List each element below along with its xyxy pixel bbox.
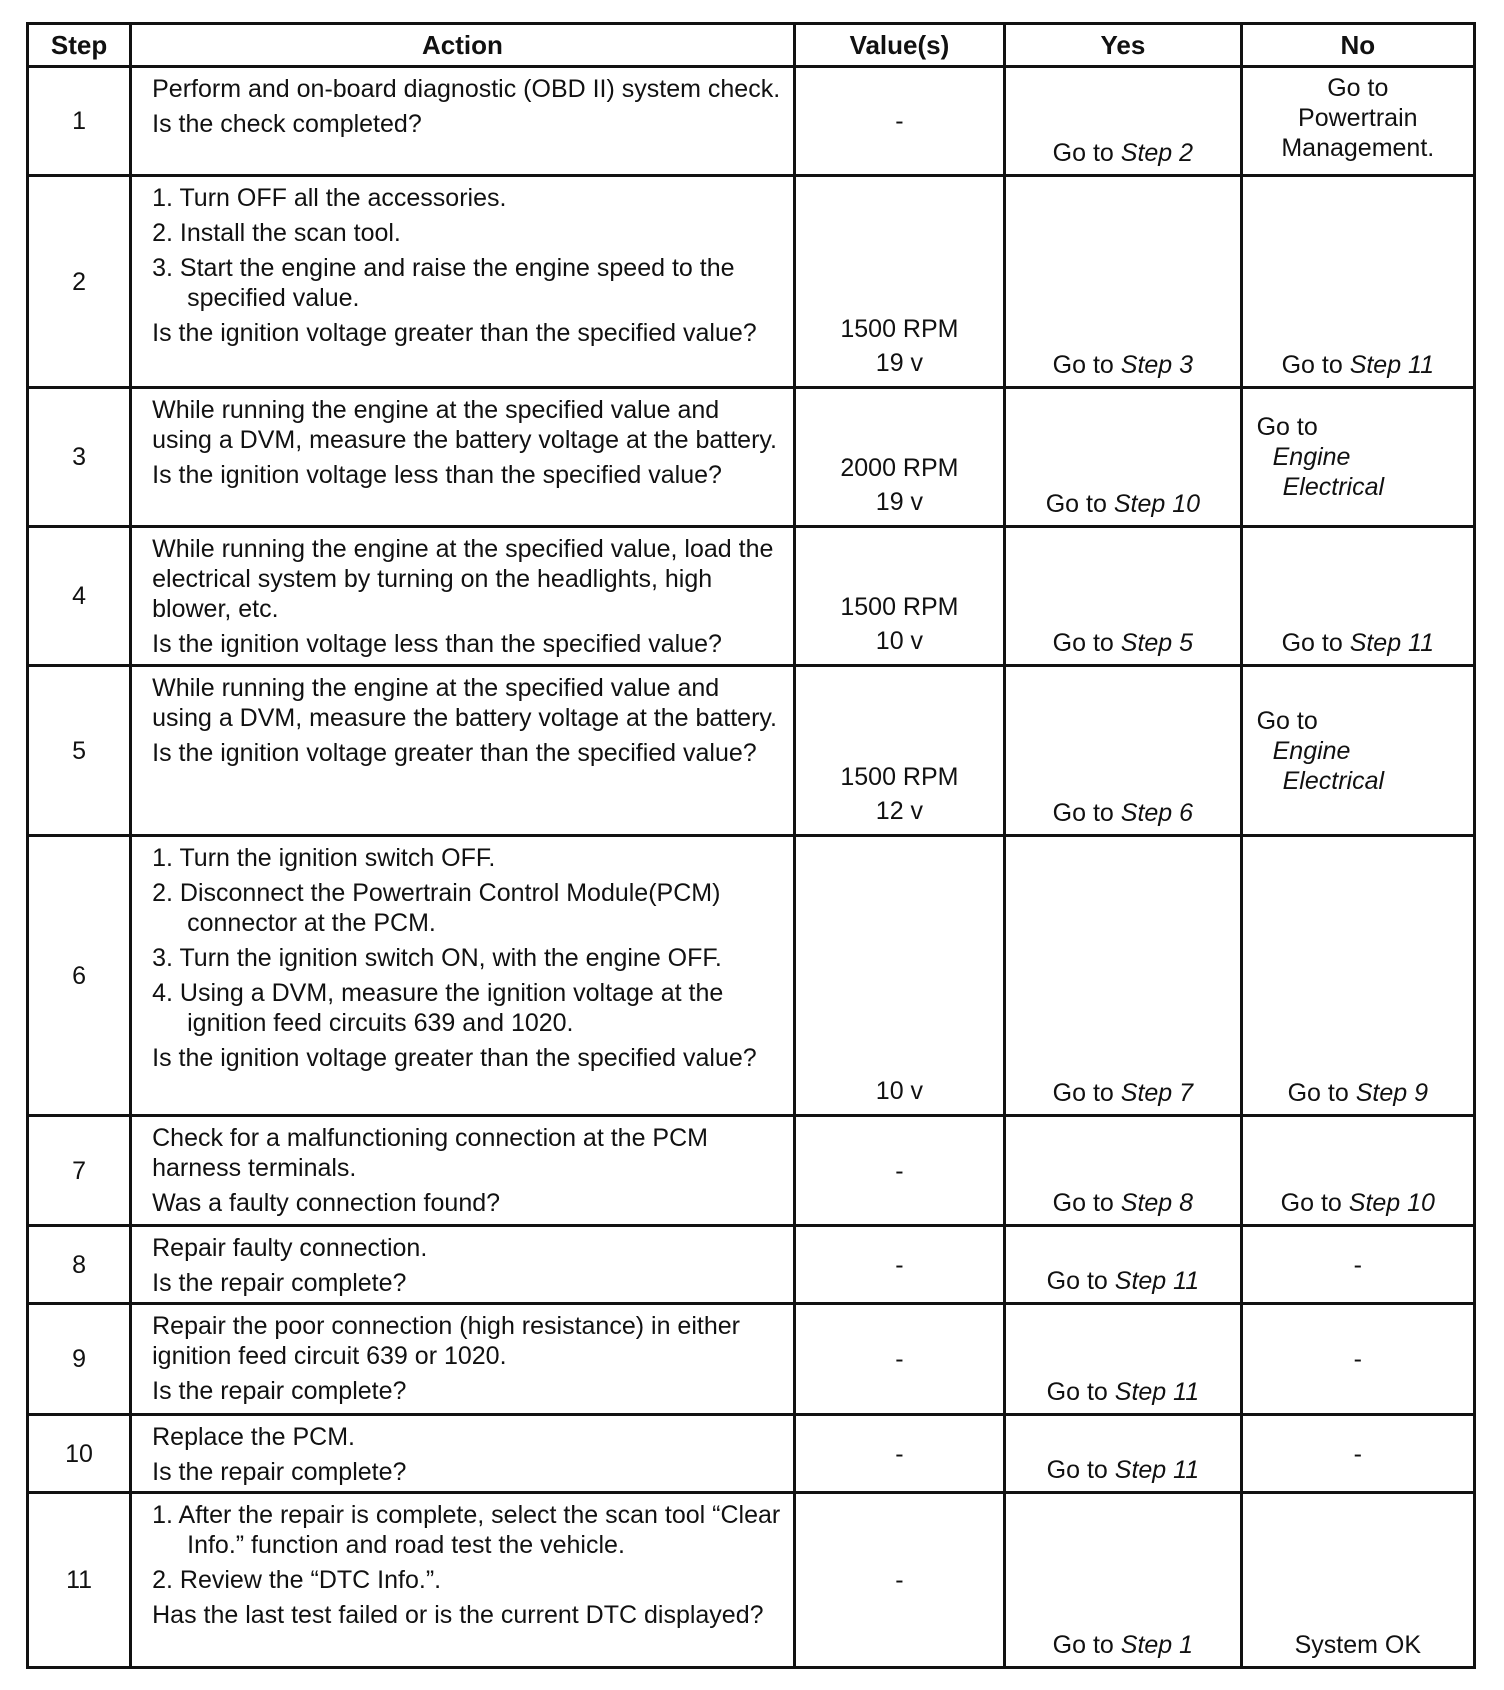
no-cell (1241, 67, 1474, 176)
action-question: Is the repair complete? (152, 1377, 407, 1405)
table-row (28, 1493, 1475, 1668)
no-cell (1241, 836, 1474, 1116)
go-to-label: Go to (1046, 1456, 1108, 1484)
no-text: Go to (1256, 413, 1318, 441)
go-to-label: Go to (1046, 1267, 1108, 1295)
no-text: - (1353, 1439, 1362, 1468)
yes-cell (1005, 1415, 1241, 1493)
action-text: Perform and on-board diagnostic (OBD II) system check. (152, 75, 781, 103)
value-text: 2000 RPM (840, 454, 959, 482)
no-cell (1241, 1415, 1474, 1493)
go-to-label: Go to (1052, 351, 1114, 379)
value-text: - (895, 1250, 904, 1279)
action-numbered-item: 2. Disconnect the Powertrain Control Module(PCM) connector at the PCM. (152, 879, 721, 937)
action-question: Is the repair complete? (152, 1458, 407, 1486)
yes-step-link[interactable]: Step 11 (1114, 1456, 1200, 1484)
yes-step-link[interactable]: Step 11 (1114, 1378, 1200, 1406)
action-numbered-item: 3. Start the engine and raise the engine speed to the specified value. (152, 254, 735, 312)
yes-cell (1005, 176, 1241, 388)
table-row (28, 836, 1475, 1116)
table-row (28, 176, 1475, 388)
yes-cell (1005, 1493, 1241, 1668)
action-cell (131, 1116, 795, 1226)
action-cell (131, 67, 795, 176)
action-numbered-item: 1. Turn the ignition switch OFF. (152, 844, 496, 872)
header-yes: Yes (1005, 24, 1241, 67)
values-cell (794, 666, 1004, 836)
no-step-link[interactable]: Step 9 (1355, 1079, 1428, 1107)
value-text: - (895, 1345, 904, 1373)
action-text: Replace the PCM. (152, 1423, 355, 1451)
value-text: - (895, 1439, 904, 1468)
action-question: Is the ignition voltage less than the specified value? (152, 461, 722, 489)
action-question: Is the ignition voltage less than the specified value? (152, 630, 722, 658)
value-text: 19 v (875, 488, 924, 516)
table-row (28, 1116, 1475, 1226)
value-text: - (895, 1566, 904, 1594)
values-cell (794, 1226, 1004, 1304)
action-text: Repair the poor connection (high resistance) in either ignition feed circuit 639 or 1020. (152, 1312, 740, 1370)
action-numbered-item: 3. Turn the ignition switch ON, with the engine OFF. (152, 944, 722, 972)
action-cell (131, 176, 795, 388)
yes-step-link[interactable]: Step 5 (1120, 629, 1194, 657)
values-cell (794, 176, 1004, 388)
yes-step-link[interactable]: Step 8 (1120, 1189, 1194, 1217)
no-text: - (1353, 1345, 1362, 1373)
step-number: 11 (28, 1493, 131, 1668)
values-cell (794, 1493, 1004, 1668)
step-number: 1 (28, 67, 131, 176)
no-text: Go to (1327, 74, 1389, 102)
table-row (28, 1415, 1475, 1493)
diagnostic-table-container (26, 22, 1476, 1669)
step-number: 6 (28, 836, 131, 1116)
step-number: 3 (28, 388, 131, 527)
yes-cell (1005, 1116, 1241, 1226)
no-cell (1241, 527, 1474, 666)
no-text[interactable]: Management. (1281, 134, 1435, 162)
values-cell (794, 388, 1004, 527)
go-to-label: Go to (1052, 1631, 1114, 1659)
yes-step-link[interactable]: Step 6 (1120, 799, 1194, 827)
no-step-link[interactable]: Step 10 (1348, 1189, 1435, 1217)
action-question: Is the ignition voltage greater than the specified value? (152, 739, 757, 767)
no-text[interactable]: Powertrain (1298, 104, 1418, 132)
action-numbered-item: 2. Review the “DTC Info.”. (152, 1566, 442, 1594)
table-row (28, 527, 1475, 666)
action-numbered-item: 4. Using a DVM, measure the ignition voltage at the ignition feed circuits 639 and 1020. (152, 979, 724, 1037)
go-to-label: Go to (1052, 139, 1114, 167)
yes-cell (1005, 666, 1241, 836)
no-step-link[interactable]: Step 11 (1349, 629, 1435, 657)
no-text-link[interactable]: Electrical (1282, 766, 1385, 795)
value-text: 1500 RPM (840, 763, 959, 791)
yes-step-link[interactable]: Step 3 (1120, 351, 1194, 379)
yes-cell (1005, 67, 1241, 176)
go-to-label: Go to (1281, 351, 1343, 379)
no-cell (1241, 1226, 1474, 1304)
header-row (28, 24, 1475, 67)
action-cell (131, 527, 795, 666)
no-text-link[interactable]: Electrical (1282, 473, 1385, 501)
no-cell (1241, 176, 1474, 388)
go-to-label: Go to (1281, 629, 1343, 657)
action-numbered-item: 1. After the repair is complete, select the scan tool “Clear Info.” function and road test the vehicle. (152, 1501, 781, 1559)
yes-step-link[interactable]: Step 2 (1120, 139, 1194, 167)
no-text-link[interactable]: Engine (1272, 736, 1351, 765)
table-row (28, 1226, 1475, 1304)
action-text: While running the engine at the specified value and using a DVM, measure the battery voltage at the battery. (152, 674, 777, 732)
value-text: - (895, 1156, 904, 1185)
step-number: 7 (28, 1116, 131, 1226)
action-cell (131, 1415, 795, 1493)
no-cell (1241, 1304, 1474, 1415)
go-to-label: Go to (1046, 1378, 1108, 1406)
yes-cell (1005, 836, 1241, 1116)
header-action: Action (131, 24, 795, 67)
header-no: No (1241, 24, 1474, 67)
step-number: 4 (28, 527, 131, 666)
step-number: 2 (28, 176, 131, 388)
no-status-text: System OK (1294, 1631, 1422, 1659)
value-text: 1500 RPM (840, 593, 959, 621)
no-step-link[interactable]: Step 11 (1349, 351, 1435, 379)
yes-step-link[interactable]: Step 1 (1120, 1631, 1194, 1659)
no-text: - (1353, 1250, 1362, 1279)
header-values: Value(s) (794, 24, 1004, 67)
action-question: Is the check completed? (152, 110, 422, 138)
value-text: 12 v (875, 797, 924, 825)
action-text: Repair faulty connection. (152, 1234, 428, 1262)
no-cell (1241, 1116, 1474, 1226)
values-cell (794, 1415, 1004, 1493)
go-to-label: Go to (1052, 629, 1114, 657)
action-question: Was a faulty connection found? (152, 1189, 501, 1217)
action-cell (131, 1226, 795, 1304)
action-cell (131, 1493, 795, 1668)
action-numbered-item: 2. Install the scan tool. (152, 219, 401, 247)
action-cell (131, 666, 795, 836)
yes-cell (1005, 1226, 1241, 1304)
yes-cell (1005, 388, 1241, 527)
go-to-label: Go to (1052, 1079, 1114, 1107)
no-text-link[interactable]: Engine (1272, 443, 1351, 471)
go-to-label: Go to (1052, 1189, 1114, 1217)
yes-step-link[interactable]: Step 10 (1113, 490, 1201, 518)
table-row (28, 666, 1475, 836)
value-text: 19 v (875, 349, 924, 377)
value-text: 1500 RPM (840, 315, 959, 343)
step-number: 10 (28, 1415, 131, 1493)
action-text: Check for a malfunctioning connection at the PCM harness terminals. (152, 1124, 708, 1182)
value-text: 10 v (875, 627, 924, 655)
action-text: While running the engine at the specified value and using a DVM, measure the battery voltage at the battery. (152, 396, 777, 454)
yes-step-link[interactable]: Step 11 (1114, 1267, 1200, 1295)
no-cell (1241, 388, 1474, 527)
table-body (28, 67, 1475, 1668)
values-cell (794, 1304, 1004, 1415)
value-text: 10 v (875, 1077, 924, 1105)
header-step: Step (28, 24, 131, 67)
action-question: Is the repair complete? (152, 1269, 407, 1297)
action-question: Is the ignition voltage greater than the specified value? (152, 319, 757, 347)
action-cell (131, 1304, 795, 1415)
action-cell (131, 836, 795, 1116)
step-number: 9 (28, 1304, 131, 1415)
action-numbered-item: 1. Turn OFF all the accessories. (152, 184, 507, 212)
yes-cell (1005, 527, 1241, 666)
values-cell (794, 527, 1004, 666)
values-cell (794, 67, 1004, 176)
yes-step-link[interactable]: Step 7 (1120, 1079, 1194, 1107)
yes-cell (1005, 1304, 1241, 1415)
values-cell (794, 836, 1004, 1116)
no-cell (1241, 666, 1474, 836)
action-cell (131, 388, 795, 527)
step-number: 8 (28, 1226, 131, 1304)
action-question: Has the last test failed or is the current DTC displayed? (152, 1601, 764, 1629)
go-to-label: Go to (1045, 490, 1107, 518)
action-question: Is the ignition voltage greater than the specified value? (152, 1044, 757, 1072)
action-text: While running the engine at the specified value, load the electrical system by turning on the headlights, high blower, etc. (152, 535, 774, 623)
go-to-label: Go to (1280, 1189, 1342, 1217)
no-cell (1241, 1493, 1474, 1668)
value-text: - (895, 107, 904, 135)
table-row (28, 67, 1475, 176)
table-row (28, 1304, 1475, 1415)
diagnostic-table (26, 22, 1476, 1669)
go-to-label: Go to (1287, 1079, 1349, 1107)
values-cell (794, 1116, 1004, 1226)
no-text: Go to (1256, 706, 1318, 735)
table-row (28, 388, 1475, 527)
step-number: 5 (28, 666, 131, 836)
go-to-label: Go to (1052, 799, 1114, 827)
